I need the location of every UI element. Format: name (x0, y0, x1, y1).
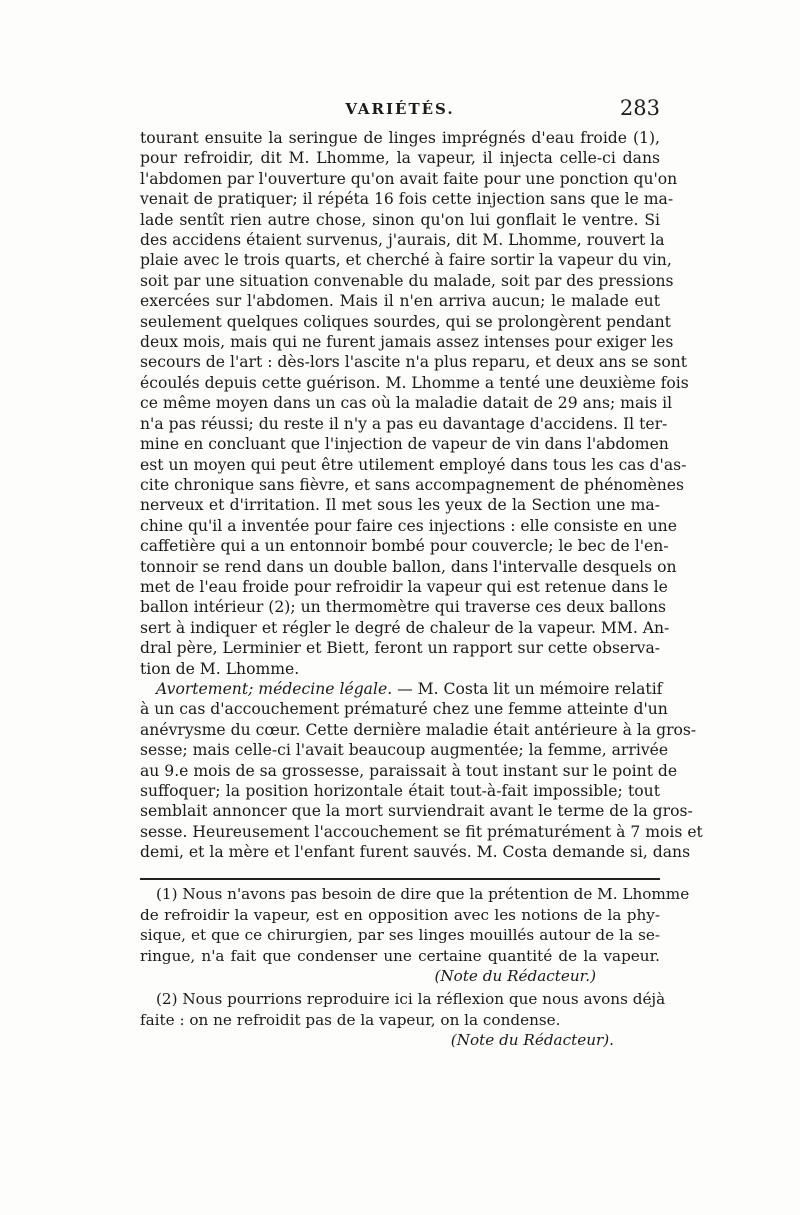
text-line: demi, et la mère et l'enfant furent sauvés. M. Costa demande si, dans (140, 843, 691, 862)
footnote-editor-note: (Note du Rédacteur.) (434, 967, 596, 986)
text-line: semblait annoncer que la mort surviendrait avant le terme de la gros- (140, 802, 693, 821)
text-line: exercées sur l'abdomen. Mais il n'en arriva aucun; le malade eut (140, 292, 660, 311)
text-line: nerveux et d'irritation. Il met sous les yeux de la Section une ma- (140, 496, 660, 515)
text-line: venait de pratiquer; il répéta 16 fois cette injection sans que le ma- (140, 190, 674, 209)
text-line: suffoquer; la position horizontale était tout-à-fait impossible; tout (140, 782, 660, 800)
text-line: tourant ensuite la seringue de linges imprégnés d'eau froide (1), (140, 129, 660, 147)
footnote-line: (1) Nous n'avons pas besoin de dire que la prétention de M. Lhomme (156, 885, 690, 903)
text-line: secours de l'art : dès-lors l'ascite n'a plus reparu, et deux ans se sont (140, 353, 688, 372)
footnotes (140, 884, 690, 1051)
text-line: ce même moyen dans un cas où la maladie datait de 29 ans; mais il (140, 394, 673, 413)
text-line: anévrysme du cœur. Cette dernière maladie était antérieure à la gros- (140, 720, 697, 739)
text-line: chine qu'il a inventée pour faire ces injections : elle consiste en une (140, 516, 677, 535)
footnote-line: (2) Nous pourrions reproduire ici la réflexion que nous avons déjà (156, 989, 666, 1008)
text-line: dral père, Lerminier et Biett, feront un rapport sur cette observa- (140, 639, 661, 658)
text-line: mine en concluant que l'injection de vapeur de vin dans l'abdomen (140, 435, 669, 454)
text-line: caffetière qui a un entonnoir bombé pour couvercle; le bec de l'en- (140, 537, 669, 556)
section-first-line (140, 679, 663, 699)
text-line: tonnoir se rend dans un double ballon, dans l'intervalle desquels on (140, 557, 677, 576)
text-line: ballon intérieur (2); un thermomètre qui traverse ces deux ballons (140, 598, 666, 617)
text-line: sesse; mais celle-ci l'avait beaucoup augmentée; la femme, arrivée (140, 741, 669, 760)
footnote-line: sique, et que ce chirurgien, par ses linges mouillés autour de la se- (140, 926, 660, 945)
section-heading: Avortement; médecine légale. (156, 679, 393, 698)
text-line: tion de M. Lhomme. (140, 659, 300, 678)
footnote-1 (140, 884, 690, 987)
text-line: écoulés depuis cette guérison. M. Lhomme a tenté une deuxième fois (140, 373, 689, 392)
body-text (140, 128, 703, 863)
text-line: sert à indiquer et régler le degré de chaleur de la vapeur. MM. An- (140, 618, 670, 637)
text-line: est un moyen qui peut être utilement employé dans tous les cas d'as- (140, 455, 687, 474)
text-line: seulement quelques coliques sourdes, qui se prolongèrent pendant (140, 312, 671, 331)
footnote-2 (140, 989, 666, 1051)
page-number: 283 (619, 96, 660, 120)
text-line: lade sentît rien autre chose, sinon qu'on lui gonflait le ventre. Si (140, 210, 660, 229)
text-line: à un cas d'accouchement prématuré chez une femme atteinte d'un (140, 700, 668, 719)
text-line: deux mois, mais qui ne furent jamais assez intenses pour exiger les (140, 333, 674, 352)
footnote-line: de refroidir la vapeur, est en opposition avec les notions de la phy- (140, 905, 660, 924)
section-first-line-text: — M. Costa lit un mémoire relatif (397, 679, 663, 698)
footnote-editor-note: (Note du Rédacteur). (450, 1031, 614, 1050)
footnote-line: faite : on ne refroidit pas de la vapeur, on la condense. (140, 1010, 561, 1029)
running-title: VARIÉTÉS. (345, 100, 455, 118)
text-line: des accidens étaient survenus, j'aurais, dit M. Lhomme, rouvert la (140, 231, 665, 250)
text-line: cite chronique sans fièvre, et sans accompagnement de phénomènes (140, 475, 685, 494)
footnote-divider (140, 878, 660, 880)
text-line: soit par une situation convenable du malade, soit par des pressions (140, 271, 674, 290)
text-line: l'abdomen par l'ouverture qu'on avait faite pour une ponction qu'on (140, 169, 678, 188)
footnote-line: ringue, n'a fait que condenser une certaine quantité de la vapeur. (140, 946, 660, 965)
text-line: sesse. Heureusement l'accouchement se fit prématurément à 7 mois et (140, 822, 703, 841)
text-line: pour refroidir, dit M. Lhomme, la vapeur, il injecta celle-ci dans (140, 149, 660, 168)
text-line: plaie avec le trois quarts, et cherché à faire sortir la vapeur du vin, (140, 251, 672, 270)
page-header (140, 96, 660, 126)
text-line: au 9.e mois de sa grossesse, paraissait à tout instant sur le point de (140, 761, 678, 780)
text-line: n'a pas réussi; du reste il n'y a pas eu davantage d'accidens. Il ter- (140, 414, 668, 433)
text-line: met de l'eau froide pour refroidir la vapeur qui est retenue dans le (140, 577, 668, 596)
